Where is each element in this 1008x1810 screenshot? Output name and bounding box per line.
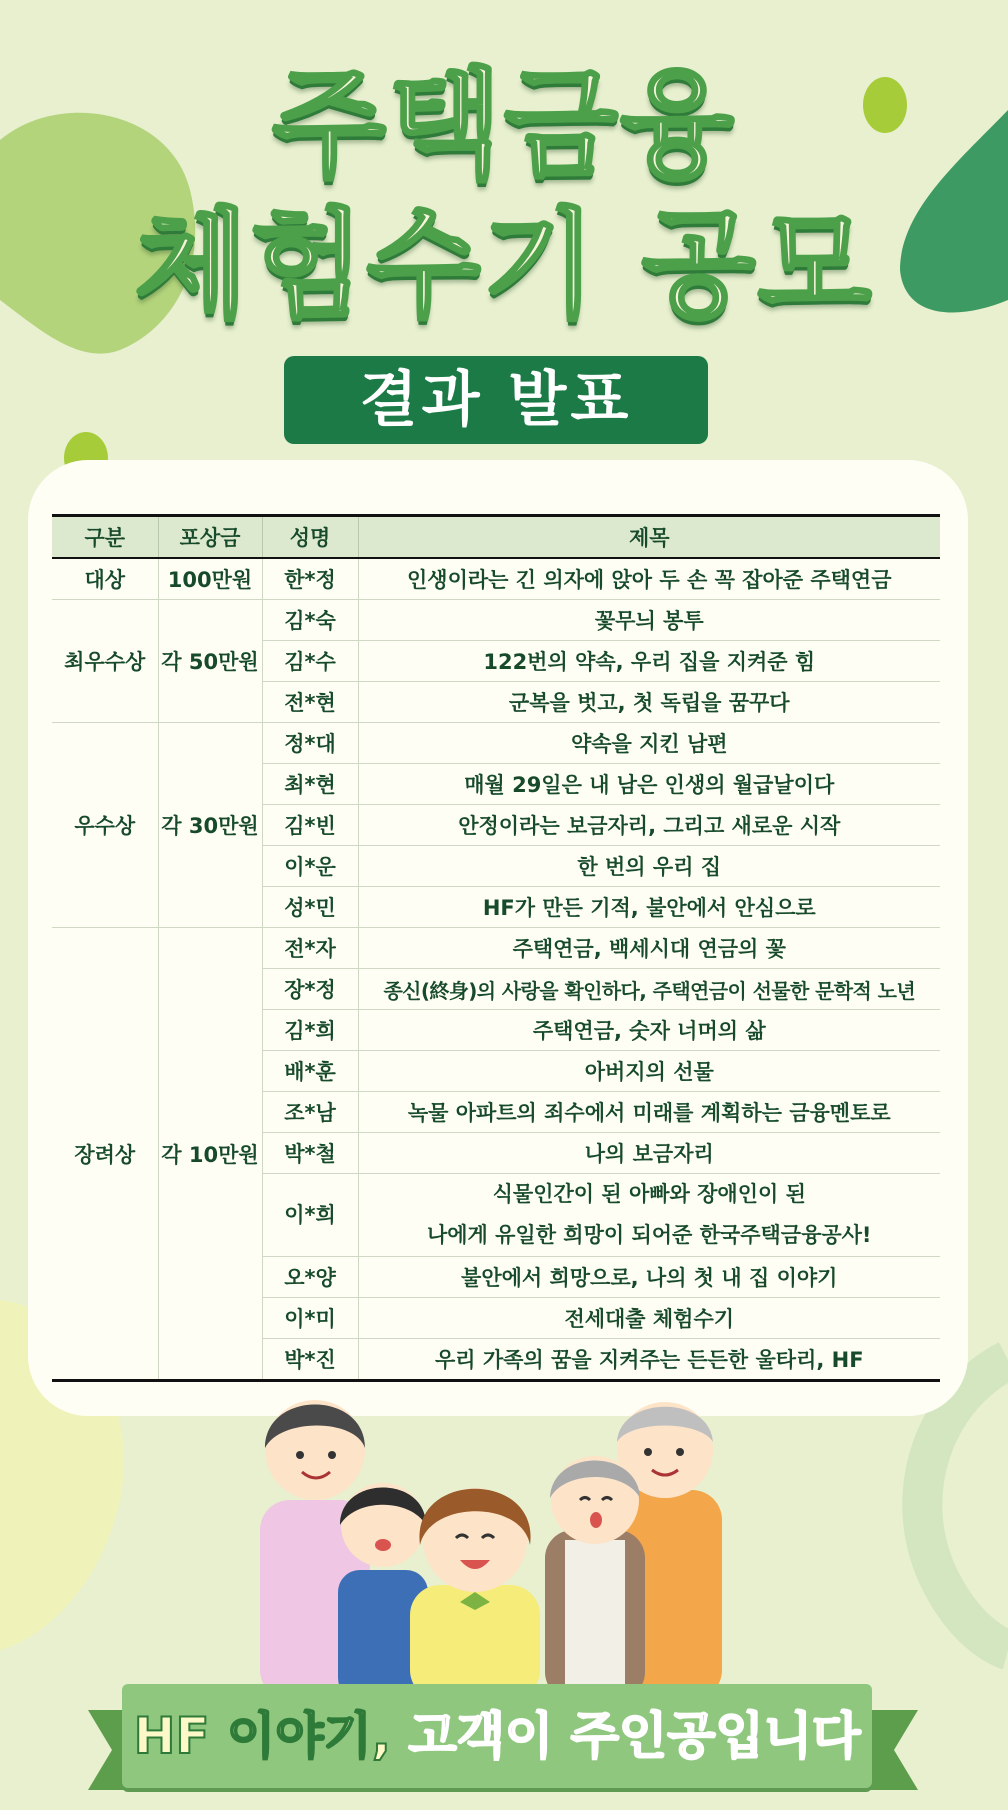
entry-title: 불안에서 희망으로, 나의 첫 내 집 이야기	[358, 1257, 940, 1298]
winner-name: 이*미	[262, 1298, 358, 1339]
slogan-text	[122, 1684, 872, 1788]
winner-name: 김*희	[262, 1010, 358, 1051]
page-title-line1: 주택금융	[272, 56, 736, 194]
winner-name: 장*정	[262, 969, 358, 1010]
award-category: 대상	[52, 558, 158, 600]
prize-amount: 각 50만원	[158, 600, 262, 723]
column-header: 제목	[358, 516, 940, 559]
entry-title: 주택연금, 숫자 너머의 삶	[358, 1010, 940, 1051]
family-illustration	[260, 1370, 740, 1700]
winner-name: 김*빈	[262, 805, 358, 846]
table-row	[52, 558, 940, 600]
table-header-row	[52, 516, 940, 559]
winner-name: 한*정	[262, 558, 358, 600]
entry-title: 매월 29일은 내 남은 인생의 월급날이다	[358, 764, 940, 805]
entry-title: HF가 만든 기적, 불안에서 안심으로	[358, 887, 940, 928]
winner-name: 최*현	[262, 764, 358, 805]
entry-title: 전세대출 체험수기	[358, 1298, 940, 1339]
column-header: 구분	[52, 516, 158, 559]
entry-title: 군복을 벗고, 첫 독립을 꿈꾸다	[358, 682, 940, 723]
winner-name: 조*남	[262, 1092, 358, 1133]
grandmother-figure	[545, 1456, 645, 1700]
winner-name: 김*숙	[262, 600, 358, 641]
table-row	[52, 600, 940, 641]
prize-amount: 각 30만원	[158, 723, 262, 928]
winners-table	[52, 514, 940, 1382]
entry-title-two-line	[358, 1174, 940, 1257]
column-header: 성명	[262, 516, 358, 559]
winner-name: 이*운	[262, 846, 358, 887]
entry-title: 약속을 지킨 남편	[358, 723, 940, 764]
entry-title: 꽃무늬 봉투	[358, 600, 940, 641]
winner-name: 김*수	[262, 641, 358, 682]
award-category: 장려상	[52, 928, 158, 1381]
winner-name: 이*희	[262, 1174, 358, 1257]
winner-name: 배*훈	[262, 1051, 358, 1092]
result-announcement-banner: 결과 발표	[284, 356, 708, 444]
award-category: 우수상	[52, 723, 158, 928]
slogan-part2: 고객이 주인공입니다	[408, 1707, 861, 1765]
winner-name: 성*민	[262, 887, 358, 928]
prize-amount: 각 10만원	[158, 928, 262, 1381]
entry-title: 아버지의 선물	[358, 1051, 940, 1092]
winner-name: 전*자	[262, 928, 358, 969]
entry-title: 우리 가족의 꿈을 지켜주는 든든한 울타리, HF	[358, 1339, 940, 1381]
mother-figure	[410, 1488, 540, 1700]
column-header: 포상금	[158, 516, 262, 559]
entry-title: 한 번의 우리 집	[358, 846, 940, 887]
entry-title: 종신(終身)의 사랑을 확인하다, 주택연금이 선물한 문학적 노년	[358, 969, 940, 1010]
winner-name: 정*대	[262, 723, 358, 764]
entry-title: 나의 보금자리	[358, 1133, 940, 1174]
entry-title: 녹물 아파트의 죄수에서 미래를 계획하는 금융멘토로	[358, 1092, 940, 1133]
entry-title: 122번의 약속, 우리 집을 지켜준 힘	[358, 641, 940, 682]
winner-name: 박*철	[262, 1133, 358, 1174]
table-row	[52, 928, 940, 969]
winner-name: 전*현	[262, 682, 358, 723]
entry-title: 안정이라는 보금자리, 그리고 새로운 시작	[358, 805, 940, 846]
prize-amount: 100만원	[158, 558, 262, 600]
award-category: 최우수상	[52, 600, 158, 723]
entry-title: 주택연금, 백세시대 연금의 꽃	[358, 928, 940, 969]
entry-title-line2: 나에게 유일한 희망이 되어준 한국주택금융공사!	[426, 1223, 872, 1247]
table-row	[52, 723, 940, 764]
page-title-line2: 체험수기 공모	[134, 196, 874, 334]
entry-title: 인생이라는 긴 의자에 앉아 두 손 꼭 잡아준 주택연금	[358, 558, 940, 600]
slogan-part1: HF 이야기,	[133, 1707, 391, 1765]
winner-name: 박*진	[262, 1339, 358, 1381]
entry-title-line1: 식물인간이 된 아빠와 장애인이 된	[492, 1182, 806, 1206]
winner-name: 오*양	[262, 1257, 358, 1298]
